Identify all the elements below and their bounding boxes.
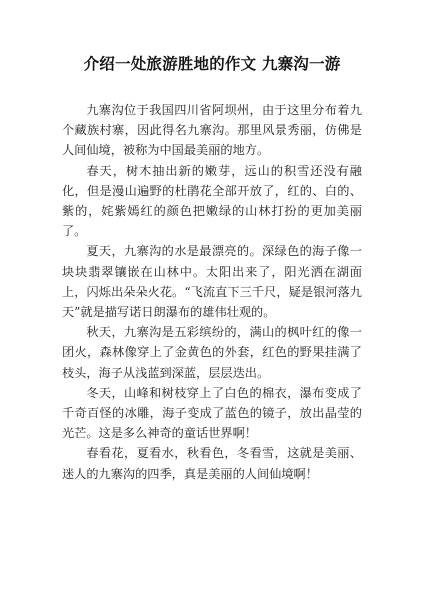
paragraph-autumn: 秋天，九寨沟是五彩缤纷的，满山的枫叶红的像一团火，森林像穿上了金黄色的外套，红色的野果挂满了枝头，海子从浅蓝到深蓝，层层迭出。	[62, 325, 362, 380]
paragraph-conclusion: 春看花，夏看水，秋看色，冬看雪，这就是美丽、迷人的九寨沟的四季，真是美丽的人间仙境啊！	[62, 446, 362, 481]
paragraph-winter: 冬天，山峰和树枝穿上了白色的棉衣，瀑布变成了千奇百怪的冰雕，海子变成了蓝色的镜子，放出晶莹的光芒。这是多么神奇的童话世界啊！	[62, 385, 362, 441]
paragraph-spring: 春天，树木抽出新的嫩芽，远山的积雪还没有融化，但是漫山遍野的杜鹃花全部开放了，红的、白的、紫的，姹紫嫣红的颜色把嫩绿的山林打扮的更加美丽了。	[62, 163, 362, 239]
document-title: 介绍一处旅游胜地的作文 九寨沟一游	[83, 55, 341, 73]
paragraph-summer: 夏天，九寨沟的水是最漂亮的。深绿色的海子像一块块翡翠镶嵌在山林中。太阳出来了，阳光洒在湖面上，闪烁出朵朵火花。“飞流直下三千尺，疑是银河落九天”就是描写诺日朗瀑布的雄伟壮观的。	[62, 244, 362, 320]
document-body	[62, 100, 362, 484]
paragraph-intro: 九寨沟位于我国四川省阿坝州，由于这里分布着九个藏族村寨，因此得名九寨沟。那里风景秀丽，仿佛是人间仙境，被称为中国最美丽的地方。	[62, 103, 362, 158]
